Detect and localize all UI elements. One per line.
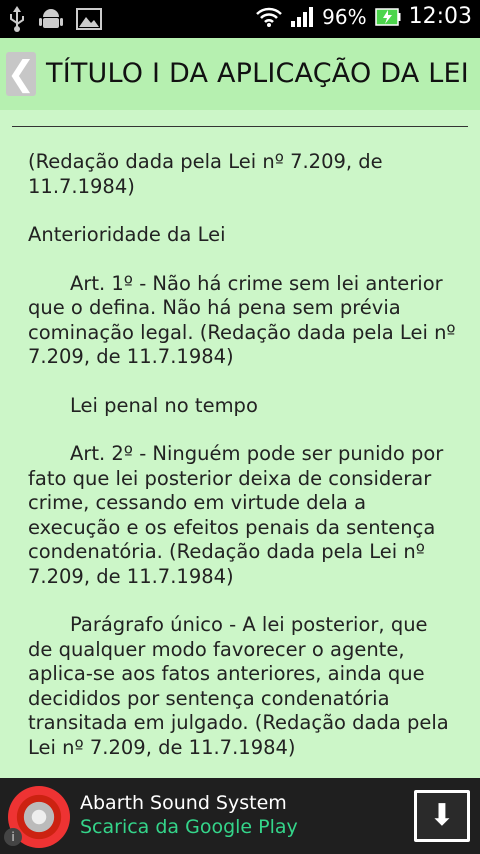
info-icon[interactable]: i — [4, 828, 22, 846]
law-text — [28, 150, 458, 784]
android-debug-icon — [38, 6, 64, 32]
title-bar — [0, 38, 480, 110]
ad-banner[interactable] — [0, 778, 480, 854]
signal-icon — [290, 6, 314, 28]
usb-icon — [8, 6, 26, 32]
clock: 12:03 — [408, 4, 472, 29]
divider — [12, 126, 468, 127]
wifi-icon — [256, 6, 282, 28]
section-heading: Lei penal no tempo — [70, 393, 258, 417]
status-bar — [0, 0, 480, 38]
paragraph: Parágrafo único - A lei posterior, que de qualquer modo favorecer o agente, aplica-se aos fatos anteriores, ainda que decididos por sentença condenatória transitada em julgado. (Redação dada pela Lei nº 7.209, de 11.7.1984) — [28, 613, 449, 759]
ad-title: Abarth Sound System — [80, 792, 287, 814]
download-button[interactable] — [414, 790, 470, 842]
notification-icons — [8, 6, 102, 32]
page-title: TÍTULO I DA APLICAÇÃO DA LEI — [46, 58, 469, 89]
ad-subtitle: Scarica da Google Play — [80, 816, 298, 838]
paragraph: (Redação dada pela Lei nº 7.209, de 11.7.1984) — [28, 150, 383, 198]
paragraph: Art. 2º - Ninguém pode ser punido por fato que lei posterior deixa de considerar crime, cessando em virtude dela a execução e os efeitos penais da sentença condenatória. (Redação dada pela Lei nº 7.209, de 11.7.1984) — [28, 442, 444, 588]
download-arrow-icon: ⬇ — [417, 793, 467, 839]
battery-percent: 96% — [322, 4, 367, 29]
image-icon — [76, 7, 102, 31]
status-icons — [256, 4, 472, 29]
section-heading: Anterioridade da Lei — [28, 223, 226, 246]
battery-charging-icon — [375, 7, 401, 27]
paragraph: Art. 1º - Não há crime sem lei anterior que o defina. Não há pena sem prévia cominação legal. (Redação dada pela Lei nº 7.209, de 11.7.1984) — [28, 271, 456, 368]
back-button[interactable] — [6, 52, 36, 96]
chevron-left-icon: ❮ — [6, 54, 36, 94]
